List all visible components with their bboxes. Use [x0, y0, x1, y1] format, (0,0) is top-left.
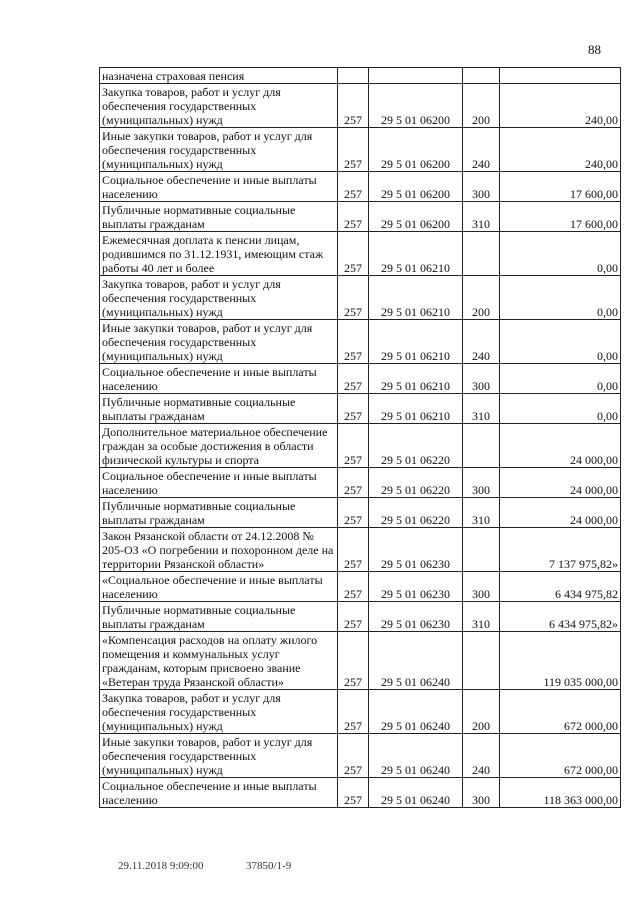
- row-chapter-code: 257: [338, 498, 369, 528]
- row-chapter-code: 257: [338, 364, 369, 394]
- row-amount: 672 000,00: [500, 734, 621, 778]
- table-row: [100, 778, 621, 808]
- table-row: [100, 632, 621, 690]
- budget-table-body: [100, 68, 621, 808]
- row-target-article: 29 5 01 06230: [369, 572, 463, 602]
- row-amount: [500, 68, 621, 84]
- row-name: Социальное обеспечение и иные выплаты населению: [100, 778, 338, 808]
- row-expense-type: [463, 424, 500, 468]
- row-amount: 0,00: [500, 364, 621, 394]
- row-target-article: 29 5 01 06200: [369, 172, 463, 202]
- row-expense-type: 200: [463, 84, 500, 128]
- row-amount: 0,00: [500, 276, 621, 320]
- row-target-article: 29 5 01 06220: [369, 424, 463, 468]
- row-name: Ежемесячная доплата к пенсии лицам, родившимся по 31.12.1931, имеющим стаж работы 40 лет и более: [100, 232, 338, 276]
- table-row: [100, 320, 621, 364]
- row-name: Социальное обеспечение и иные выплаты населению: [100, 468, 338, 498]
- row-expense-type: 310: [463, 202, 500, 232]
- table-row: [100, 172, 621, 202]
- row-amount: 240,00: [500, 128, 621, 172]
- row-name: «Компенсация расходов на оплату жилого помещения и коммунальных услуг гражданам, которым присвоено звание «Ветеран труда Рязанской области»: [100, 632, 338, 690]
- row-target-article: 29 5 01 06240: [369, 632, 463, 690]
- row-name: Публичные нормативные социальные выплаты гражданам: [100, 498, 338, 528]
- footer-document-code: 37850/1-9: [246, 860, 292, 872]
- row-amount: 0,00: [500, 394, 621, 424]
- row-chapter-code: 257: [338, 572, 369, 602]
- row-chapter-code: 257: [338, 632, 369, 690]
- row-name: Социальное обеспечение и иные выплаты населению: [100, 172, 338, 202]
- row-amount: 7 137 975,82»: [500, 528, 621, 572]
- row-name: Иные закупки товаров, работ и услуг для обеспечения государственных (муниципальных) нужд: [100, 128, 338, 172]
- row-name: Публичные нормативные социальные выплаты гражданам: [100, 394, 338, 424]
- row-name: Социальное обеспечение и иные выплаты населению: [100, 364, 338, 394]
- row-name: Иные закупки товаров, работ и услуг для обеспечения государственных (муниципальных) нужд: [100, 320, 338, 364]
- table-row: [100, 572, 621, 602]
- row-target-article: 29 5 01 06220: [369, 498, 463, 528]
- row-name: Публичные нормативные социальные выплаты гражданам: [100, 202, 338, 232]
- row-target-article: 29 5 01 06240: [369, 734, 463, 778]
- row-name: Публичные нормативные социальные выплаты гражданам: [100, 602, 338, 632]
- row-chapter-code: 257: [338, 202, 369, 232]
- row-chapter-code: 257: [338, 276, 369, 320]
- row-expense-type: 200: [463, 276, 500, 320]
- table-row: [100, 468, 621, 498]
- row-chapter-code: 257: [338, 468, 369, 498]
- row-chapter-code: 257: [338, 320, 369, 364]
- page-number: 88: [588, 42, 601, 57]
- table-row: [100, 128, 621, 172]
- row-name: Закон Рязанской области от 24.12.2008 № 205-ОЗ «О погребении и похоронном деле на территории Рязанской области»: [100, 528, 338, 572]
- row-name: Дополнительное материальное обеспечение граждан за особые достижения в области физической культуры и спорта: [100, 424, 338, 468]
- row-amount: 24 000,00: [500, 498, 621, 528]
- row-chapter-code: 257: [338, 734, 369, 778]
- row-amount: 24 000,00: [500, 468, 621, 498]
- row-amount: 0,00: [500, 320, 621, 364]
- row-chapter-code: 257: [338, 778, 369, 808]
- row-target-article: 29 5 01 06210: [369, 232, 463, 276]
- row-chapter-code: 257: [338, 232, 369, 276]
- row-chapter-code: 257: [338, 172, 369, 202]
- row-name: «Социальное обеспечение и иные выплаты населению: [100, 572, 338, 602]
- row-chapter-code: 257: [338, 128, 369, 172]
- row-chapter-code: [338, 68, 369, 84]
- footer-date: 29.11.2018 9:09:00: [118, 860, 204, 872]
- row-amount: 240,00: [500, 84, 621, 128]
- row-amount: 119 035 000,00: [500, 632, 621, 690]
- budget-table: [99, 67, 621, 808]
- table-row: [100, 84, 621, 128]
- table-row: [100, 276, 621, 320]
- row-chapter-code: 257: [338, 394, 369, 424]
- row-expense-type: [463, 232, 500, 276]
- row-chapter-code: 257: [338, 84, 369, 128]
- row-target-article: 29 5 01 06230: [369, 602, 463, 632]
- row-chapter-code: 257: [338, 528, 369, 572]
- row-target-article: 29 5 01 06210: [369, 364, 463, 394]
- row-expense-type: [463, 528, 500, 572]
- row-name: Закупка товаров, работ и услуг для обеспечения государственных (муниципальных) нужд: [100, 84, 338, 128]
- row-target-article: 29 5 01 06200: [369, 84, 463, 128]
- row-expense-type: 240: [463, 734, 500, 778]
- table-row: [100, 364, 621, 394]
- row-target-article: 29 5 01 06200: [369, 202, 463, 232]
- row-amount: 672 000,00: [500, 690, 621, 734]
- row-expense-type: 240: [463, 128, 500, 172]
- row-name: Иные закупки товаров, работ и услуг для обеспечения государственных (муниципальных) нужд: [100, 734, 338, 778]
- row-expense-type: 310: [463, 602, 500, 632]
- table-row: [100, 528, 621, 572]
- row-name: Закупка товаров, работ и услуг для обеспечения государственных (муниципальных) нужд: [100, 690, 338, 734]
- table-row: [100, 232, 621, 276]
- row-amount: 17 600,00: [500, 172, 621, 202]
- row-expense-type: 300: [463, 468, 500, 498]
- row-target-article: 29 5 01 06230: [369, 528, 463, 572]
- table-row: [100, 690, 621, 734]
- row-expense-type: [463, 68, 500, 84]
- table-row: [100, 68, 621, 84]
- row-expense-type: 300: [463, 172, 500, 202]
- row-expense-type: 200: [463, 690, 500, 734]
- row-expense-type: 300: [463, 778, 500, 808]
- row-target-article: [369, 68, 463, 84]
- row-target-article: 29 5 01 06210: [369, 276, 463, 320]
- row-name: Закупка товаров, работ и услуг для обеспечения государственных (муниципальных) нужд: [100, 276, 338, 320]
- row-chapter-code: 257: [338, 424, 369, 468]
- row-expense-type: 310: [463, 394, 500, 424]
- row-amount: 6 434 975,82: [500, 572, 621, 602]
- row-target-article: 29 5 01 06240: [369, 690, 463, 734]
- row-amount: 24 000,00: [500, 424, 621, 468]
- row-target-article: 29 5 01 06210: [369, 320, 463, 364]
- row-expense-type: [463, 632, 500, 690]
- row-amount: 6 434 975,82»: [500, 602, 621, 632]
- table-row: [100, 202, 621, 232]
- row-expense-type: 240: [463, 320, 500, 364]
- row-target-article: 29 5 01 06210: [369, 394, 463, 424]
- row-amount: 17 600,00: [500, 202, 621, 232]
- row-target-article: 29 5 01 06240: [369, 778, 463, 808]
- row-expense-type: 300: [463, 572, 500, 602]
- table-row: [100, 602, 621, 632]
- row-target-article: 29 5 01 06220: [369, 468, 463, 498]
- table-row: [100, 734, 621, 778]
- row-expense-type: 300: [463, 364, 500, 394]
- table-row: [100, 498, 621, 528]
- row-chapter-code: 257: [338, 602, 369, 632]
- row-name: назначена страховая пенсия: [100, 68, 338, 84]
- row-target-article: 29 5 01 06200: [369, 128, 463, 172]
- table-row: [100, 394, 621, 424]
- table-row: [100, 424, 621, 468]
- row-expense-type: 310: [463, 498, 500, 528]
- row-amount: 118 363 000,00: [500, 778, 621, 808]
- row-amount: 0,00: [500, 232, 621, 276]
- row-chapter-code: 257: [338, 690, 369, 734]
